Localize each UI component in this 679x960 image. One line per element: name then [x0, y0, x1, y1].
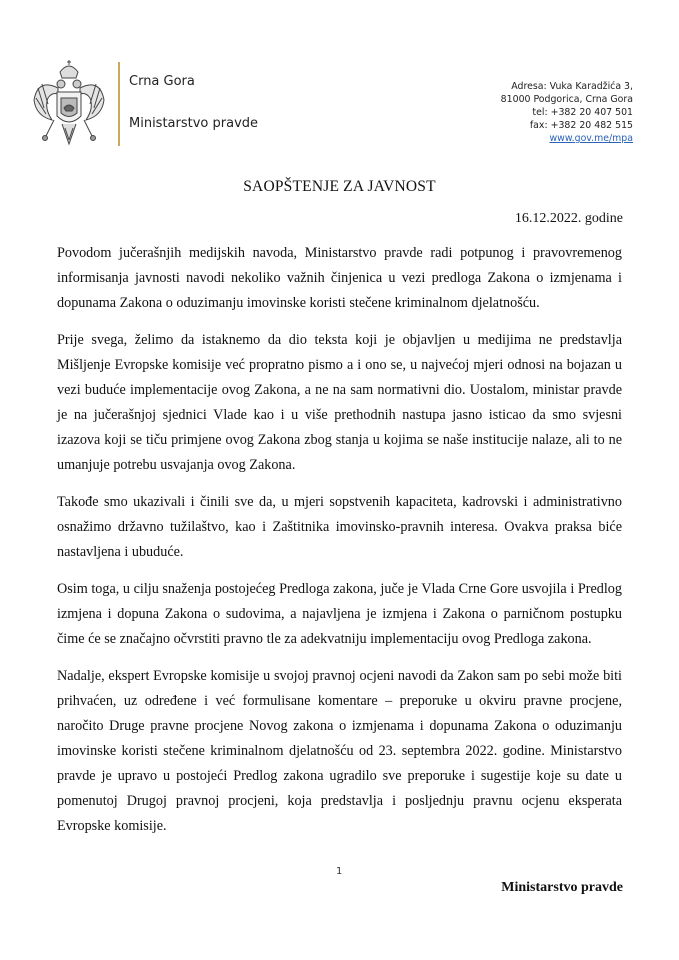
letterhead-divider	[118, 62, 120, 146]
country-name: Crna Gora	[129, 74, 195, 89]
paragraph: Nadalje, ekspert Evropske komisije u svojoj pravnoj ocjeni navodi da Zakon sam po sebi može biti prihvaćen, uz određene i već formulisane komentare – preporuke u okviru pravne procjene, naročito Druge pravne procjene Novog zakona o izmjenama i dopunama Zakona o oduzimanju imovinske koristi stečene kriminalnom djelatnošću od 23. septembra 2022. godine. Ministarstvo pravde je upravo u postojeći Predlog zakona ugradilo sve preporuke i sugestije koje su date u pomenutoj Drugoj pravnoj procjeni, koja predstavlja i posljednju pravnu ocjenu eksperata Evropske komisije.	[57, 668, 622, 834]
paragraph: Takođe smo ukazivali i činili sve da, u mjeri sopstvenih kapaciteta, kadrovski i administrativno osnažimo državno tužilaštvo, kao i Zaštitnika imovinsko-pravnih interesa. Ovakva praksa biće nastavljena i ubuduće.	[57, 494, 622, 560]
contact-block	[501, 80, 633, 145]
page-number: 1	[336, 866, 343, 877]
signature: Ministarstvo pravde	[501, 880, 623, 895]
paragraph: Prije svega, želimo da istaknemo da dio teksta koji je objavljen u medijima ne predstavlja Mišljenje Evropske komisije već propratno pismo a i ono se, u najvećoj mjeri odnosi na bojazan u vezi buduće implementacije ovog Zakona, a ne na sam normativni dio. Uostalom, ministar pravde je na jučerašnjoj sjednici Vlade kao i u više prethodnih nastupa jasno isticao da smo svjesni izazova koji se tiču primjene ovog Zakona zbog stanja u kojima se naše institucije nalaze, ali to ne umanjuje potrebu usvajanja ovog Zakona.	[57, 332, 622, 473]
telephone: tel: +382 20 407 501	[532, 107, 633, 118]
ministry-name: Ministarstvo pravde	[129, 116, 259, 131]
address-line-1: Adresa: Vuka Karadžića 3,	[511, 81, 633, 92]
coat-of-arms-icon	[30, 58, 108, 153]
paragraph: Osim toga, u cilju snaženja postojećeg Predloga zakona, juče je Vlada Crne Gore usvojila i Predlog izmjena i dopuna Zakona o sudovima, a najavljena je izmjena i Zakona o parničnom postupku čime će se značajno očvrstiti pravno tle za adekvatniju implementaciju ovog Predloga zakona.	[57, 581, 622, 647]
address-line-2: 81000 Podgorica, Crna Gora	[500, 94, 633, 105]
fax: fax: +382 20 482 515	[529, 120, 633, 131]
paragraph: Povodom jučerašnjih medijskih navoda, Ministarstvo pravde radi potpunog i pravovremenog informisanja javnosti navodi nekoliko važnih činjenica u vezi predloga Zakona o izmjenama i dopunama Zakona o oduzimanju imovinske koristi stečene kriminalnom djelatnošću.	[57, 245, 622, 311]
document-body	[57, 241, 622, 851]
website-link[interactable]: www.gov.me/mpa	[549, 133, 633, 144]
document-date: 16.12.2022. godine	[514, 211, 623, 226]
document-title: SAOPŠTENJE ZA JAVNOST	[243, 178, 436, 195]
